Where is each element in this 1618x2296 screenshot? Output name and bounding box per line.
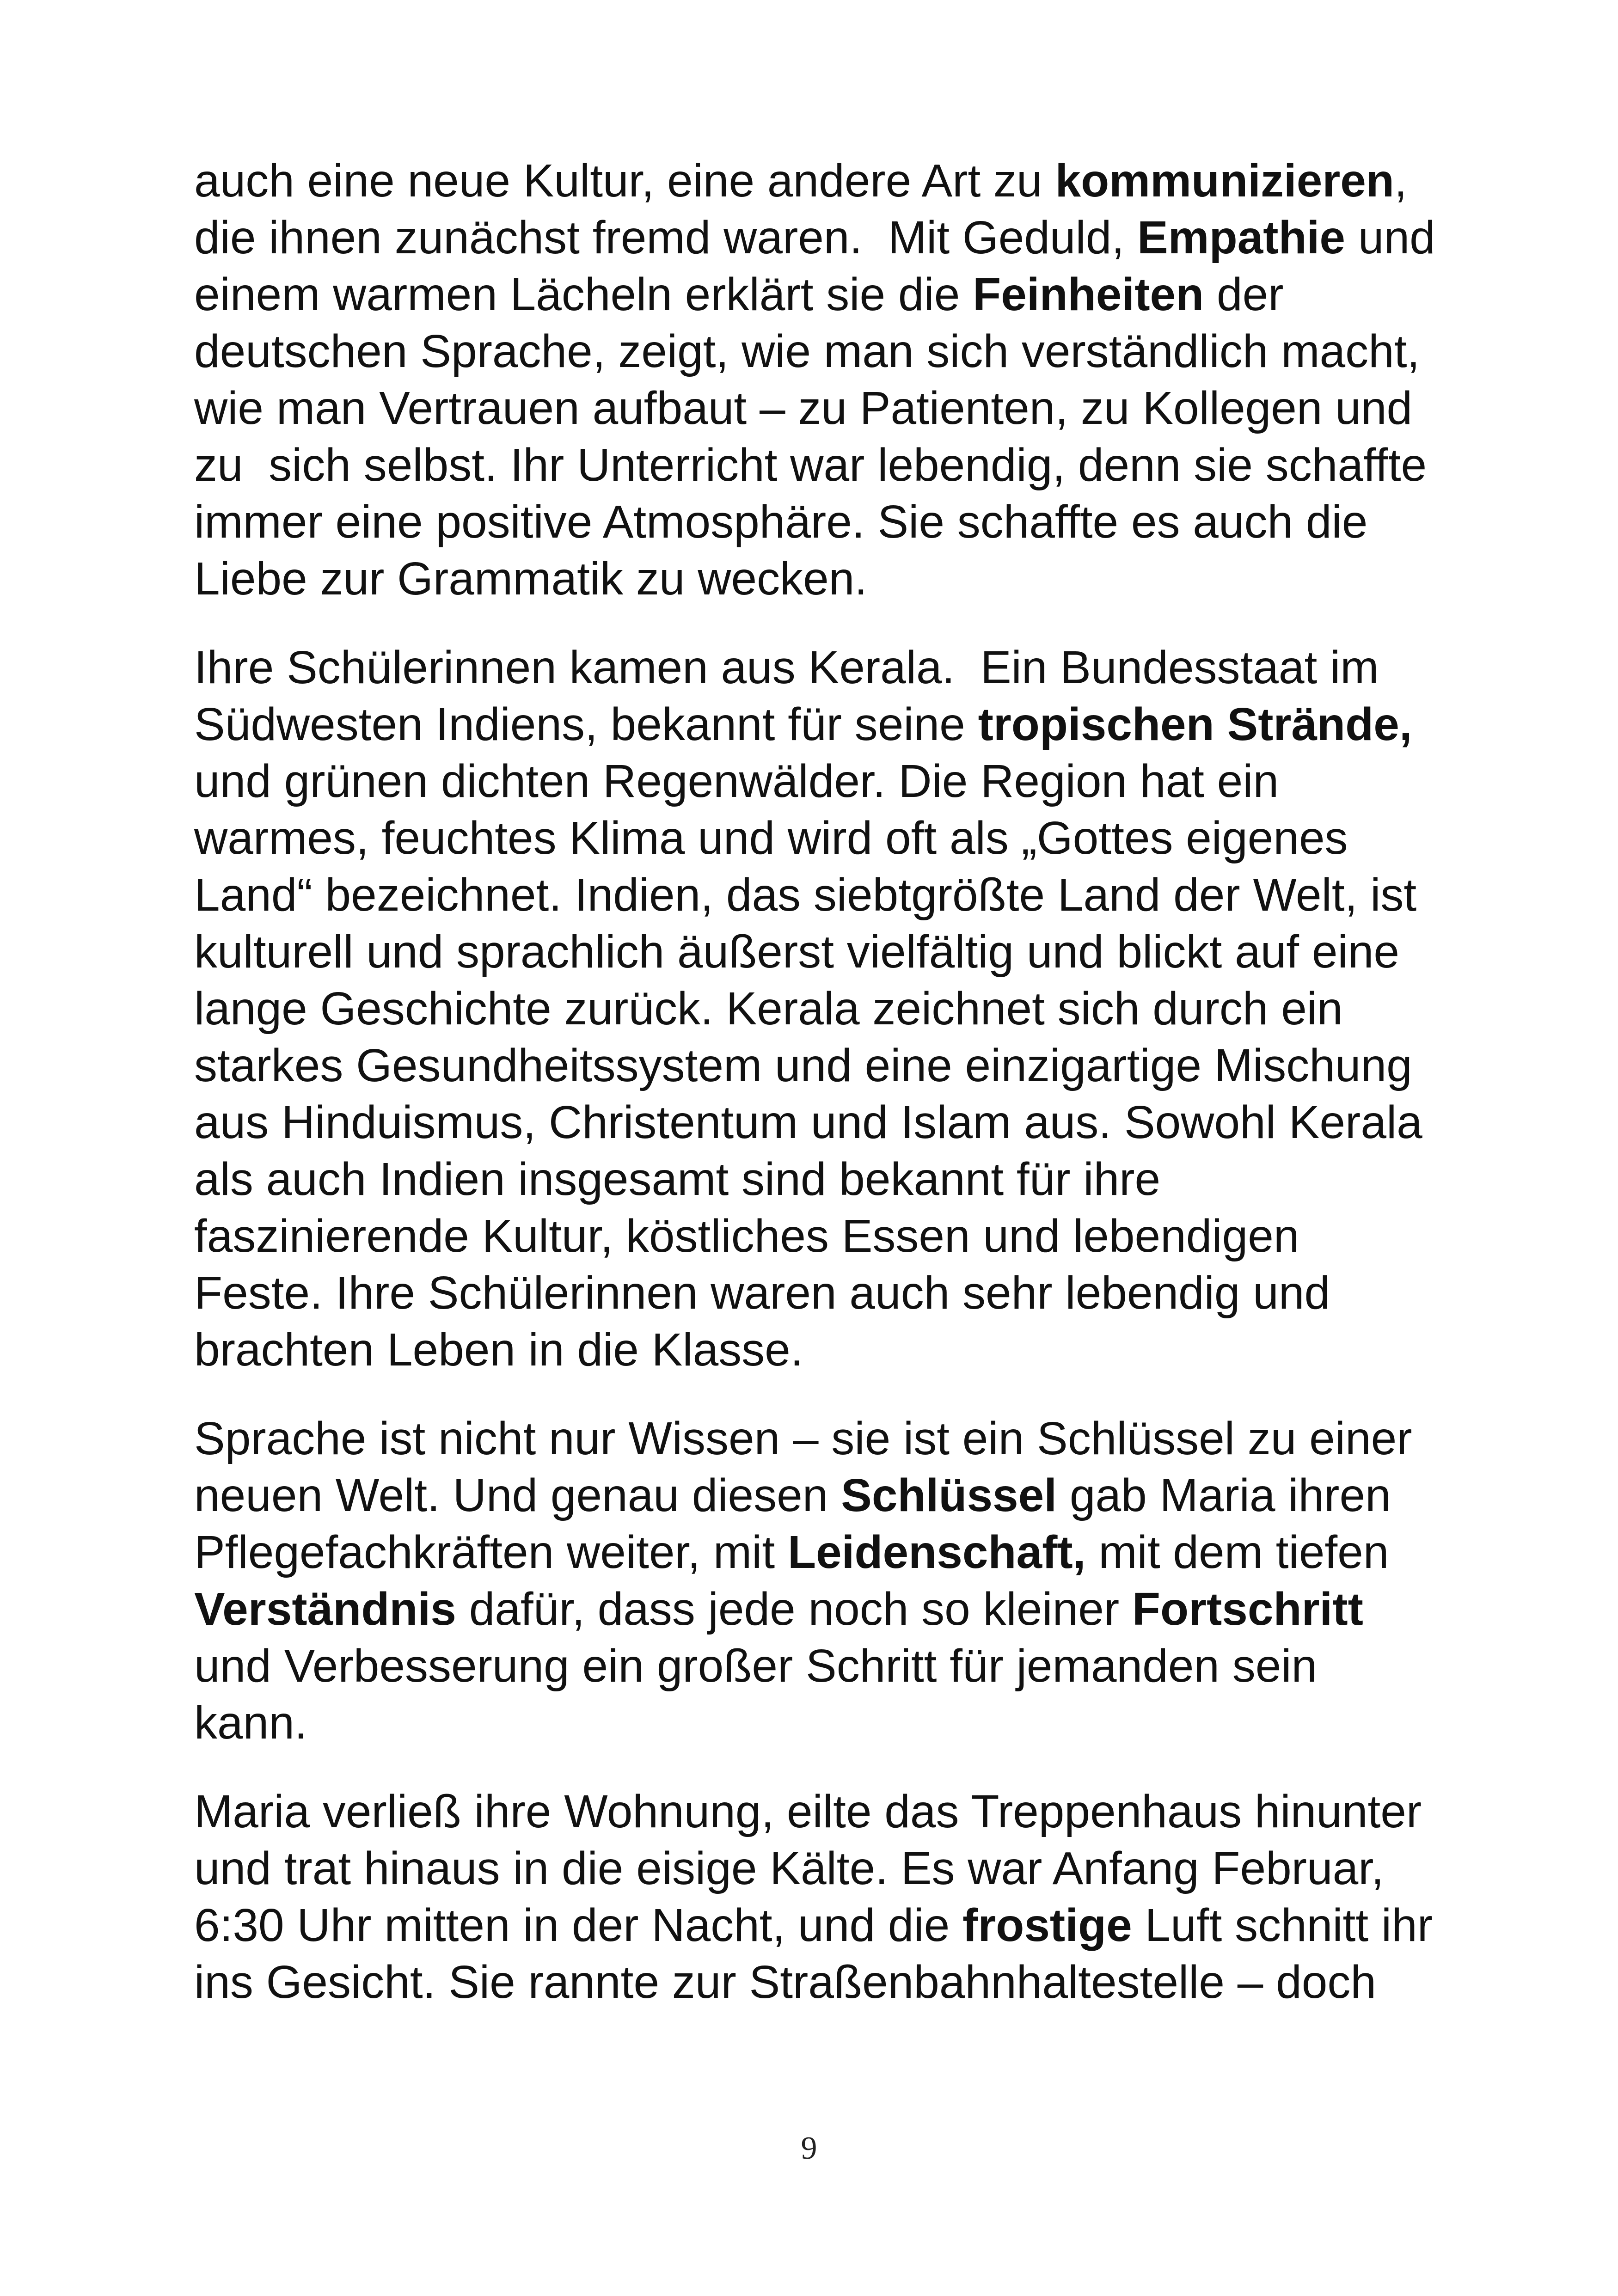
text-run: ,	[1394, 155, 1407, 207]
text-run: immer eine positive Atmosphäre. Sie schaffte es auch die	[194, 496, 1368, 548]
text-line	[194, 266, 1452, 323]
paragraph	[194, 153, 1452, 607]
text-run: lange Geschichte zurück. Kerala zeichnet sich durch ein	[194, 983, 1343, 1035]
text-line	[194, 1208, 1452, 1265]
text-run: Luft schnitt ihr	[1132, 1899, 1433, 1951]
text-run: der	[1204, 269, 1284, 320]
bold-text: Empathie	[1137, 212, 1346, 263]
text-line	[194, 153, 1452, 209]
text-run: gab Maria ihren	[1057, 1469, 1391, 1521]
text-line	[194, 1783, 1452, 1840]
bold-text: Leidenschaft,	[787, 1526, 1086, 1578]
text-run: dafür, dass jede noch so kleiner	[456, 1583, 1132, 1635]
text-run: die ihnen zunächst fremd waren. Mit Geduld,	[194, 212, 1137, 263]
text-line	[194, 1467, 1452, 1524]
paragraph	[194, 1783, 1452, 2011]
text-run: und trat hinaus in die eisige Kälte. Es war Anfang Februar,	[194, 1843, 1384, 1894]
text-line	[194, 1322, 1452, 1378]
paragraph	[194, 639, 1452, 1378]
text-line	[194, 323, 1452, 380]
text-run: mit dem tiefen	[1085, 1526, 1389, 1578]
text-run: Land“ bezeichnet. Indien, das siebtgrößte Land der Welt, ist	[194, 869, 1417, 921]
bold-text: Verständnis	[194, 1583, 456, 1635]
text-line	[194, 380, 1452, 437]
text-line	[194, 867, 1452, 924]
text-run: Südwesten Indiens, bekannt für seine	[194, 698, 978, 750]
text-line	[194, 1897, 1452, 1954]
text-run: Liebe zur Grammatik zu wecken.	[194, 553, 868, 605]
text-run: kann.	[194, 1697, 307, 1749]
text-run: Maria verließ ihre Wohnung, eilte das Treppenhaus hinunter	[194, 1786, 1422, 1837]
text-run: brachten Leben in die Klasse.	[194, 1324, 803, 1376]
text-run: Pflegefachkräften weiter, mit	[194, 1526, 788, 1578]
text-line	[194, 1151, 1452, 1208]
text-run: wie man Vertrauen aufbaut – zu Patienten, zu Kollegen und	[194, 382, 1413, 434]
text-line	[194, 696, 1452, 753]
text-line	[194, 1638, 1452, 1695]
body-text	[194, 153, 1452, 2043]
text-run: zu sich selbst. Ihr Unterricht war lebendig, denn sie schaffte	[194, 439, 1427, 491]
text-line	[194, 551, 1452, 607]
bold-text: frostige	[962, 1899, 1132, 1951]
text-run: kulturell und sprachlich äußerst vielfältig und blickt auf eine	[194, 926, 1399, 978]
text-run: Sprache ist nicht nur Wissen – sie ist ein Schlüssel zu einer	[194, 1413, 1412, 1464]
text-line	[194, 1037, 1452, 1094]
text-line	[194, 1410, 1452, 1467]
text-line	[194, 1524, 1452, 1581]
text-run: aus Hinduismus, Christentum und Islam aus. Sowohl Kerala	[194, 1096, 1422, 1148]
bold-text: Fortschritt	[1132, 1583, 1363, 1635]
text-line	[194, 753, 1452, 810]
text-run: starkes Gesundheitssystem und eine einzigartige Mischung	[194, 1040, 1412, 1091]
bold-text: Schlüssel	[841, 1469, 1057, 1521]
text-run: Feste. Ihre Schülerinnen waren auch sehr lebendig und	[194, 1267, 1330, 1319]
bold-text: tropischen Strände,	[978, 698, 1412, 750]
text-line	[194, 209, 1452, 266]
text-run: faszinierende Kultur, köstliches Essen und lebendigen	[194, 1210, 1299, 1262]
text-line	[194, 1581, 1452, 1638]
text-line	[194, 1094, 1452, 1151]
text-line	[194, 924, 1452, 980]
text-run: warmes, feuchtes Klima und wird oft als „Gottes eigenes	[194, 812, 1348, 864]
text-run: und Verbesserung ein großer Schritt für jemanden sein	[194, 1640, 1318, 1692]
text-line	[194, 437, 1452, 494]
text-run: auch eine neue Kultur, eine andere Art zu	[194, 155, 1055, 207]
paragraph	[194, 1410, 1452, 1751]
text-run: und	[1345, 212, 1435, 263]
text-line	[194, 1695, 1452, 1751]
text-line	[194, 1954, 1452, 2011]
text-line	[194, 494, 1452, 551]
text-line	[194, 639, 1452, 696]
text-line	[194, 810, 1452, 867]
page-number: 9	[801, 2131, 817, 2166]
text-line	[194, 980, 1452, 1037]
text-run: ins Gesicht. Sie rannte zur Straßenbahnhaltestelle – doch	[194, 1956, 1377, 2008]
text-run: als auch Indien insgesamt sind bekannt für ihre	[194, 1153, 1161, 1205]
text-line	[194, 1265, 1452, 1322]
text-run: Ihre Schülerinnen kamen aus Kerala. Ein Bundesstaat im	[194, 642, 1379, 693]
text-run: und grünen dichten Regenwälder. Die Region hat ein	[194, 755, 1279, 807]
text-run: einem warmen Lächeln erklärt sie die	[194, 269, 973, 320]
text-run: neuen Welt. Und genau diesen	[194, 1469, 841, 1521]
text-line	[194, 1840, 1452, 1897]
text-run: deutschen Sprache, zeigt, wie man sich verständlich macht,	[194, 325, 1420, 377]
bold-text: Feinheiten	[973, 269, 1204, 320]
bold-text: kommunizieren	[1055, 155, 1394, 207]
text-run: 6:30 Uhr mitten in der Nacht, und die	[194, 1899, 963, 1951]
